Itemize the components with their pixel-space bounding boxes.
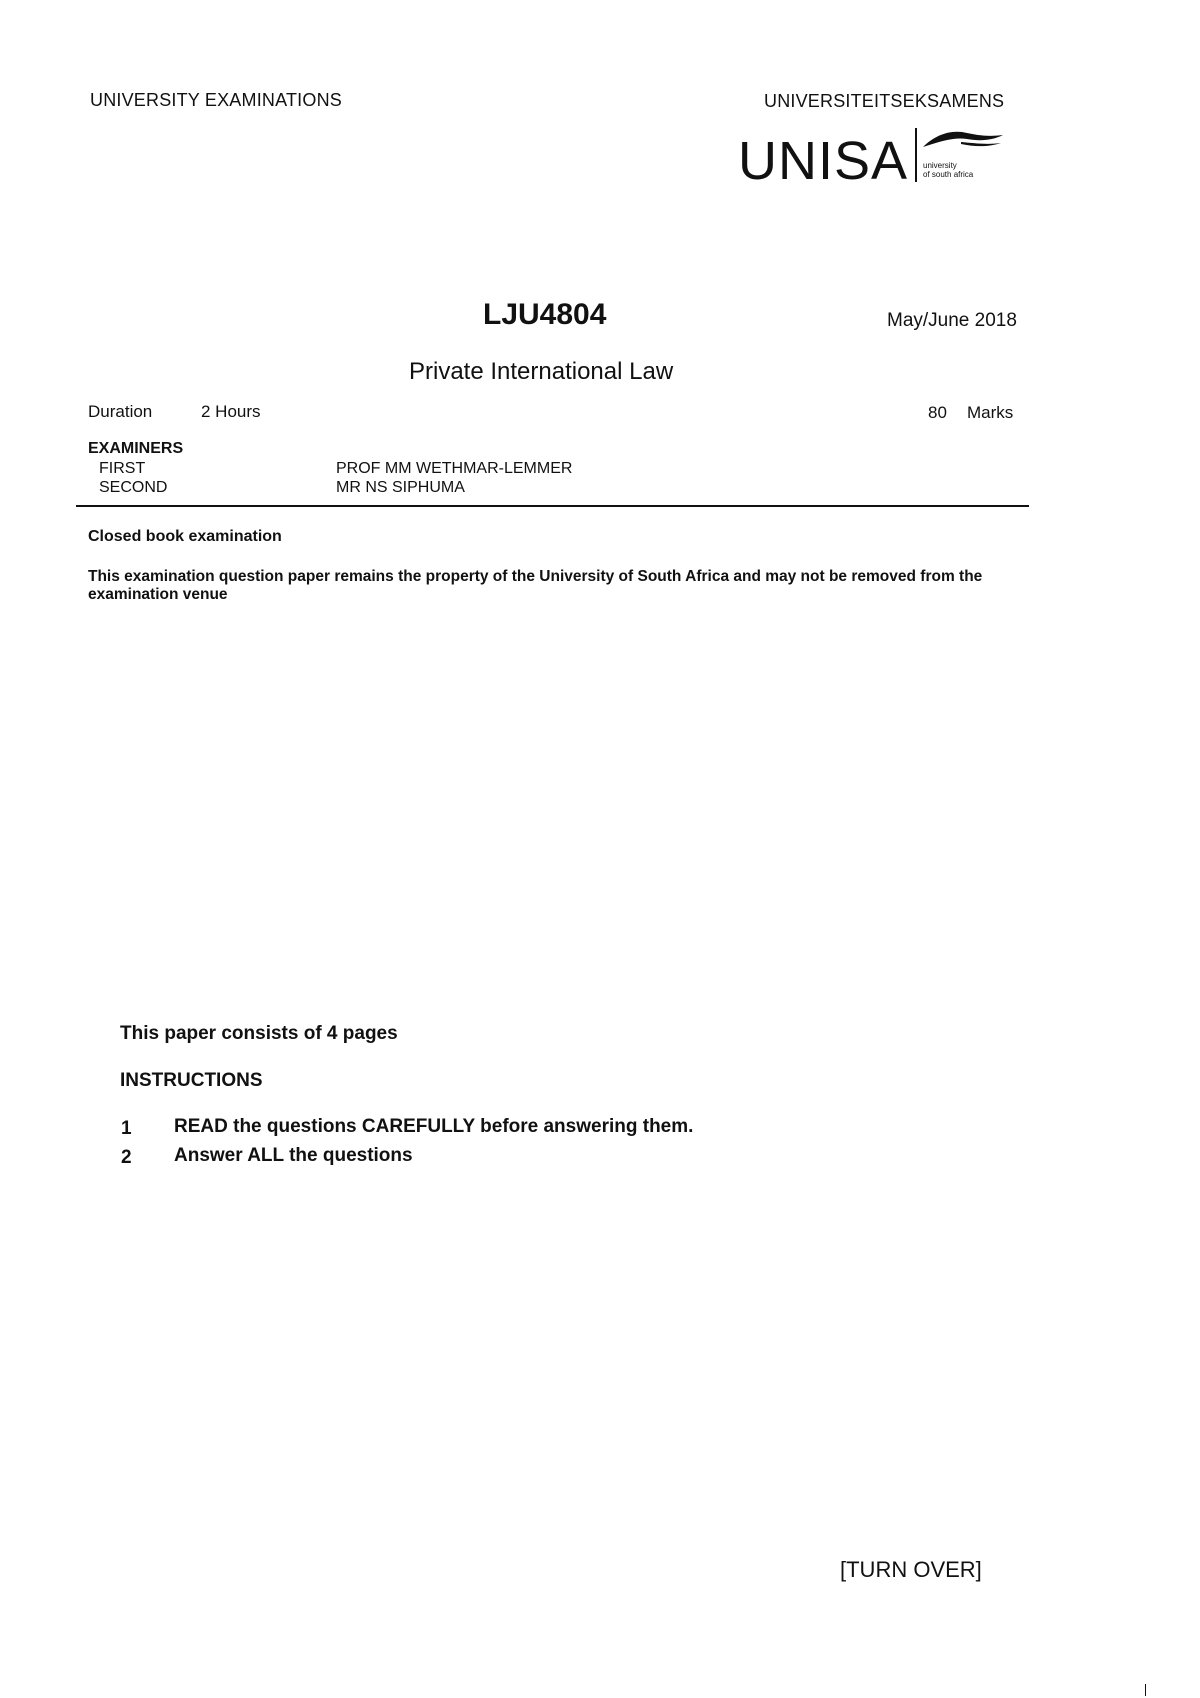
- examiner-second-name: MR NS SIPHUMA: [336, 479, 465, 496]
- examiner-second-label: SECOND: [99, 479, 168, 496]
- header-divider: [76, 505, 1029, 507]
- examiner-first-label: FIRST: [99, 460, 146, 477]
- examiners-heading: EXAMINERS: [88, 440, 184, 457]
- course-code: LJU4804: [483, 298, 607, 331]
- instruction-text: Answer ALL the questions: [174, 1145, 413, 1166]
- examiner-first-name: PROF MM WETHMAR-LEMMER: [336, 460, 573, 477]
- exam-date: May/June 2018: [887, 310, 1017, 331]
- duration-value: 2 Hours: [201, 402, 261, 421]
- property-note: This examination question paper remains the property of the University of South Africa and may not be removed from the examination venue: [88, 568, 983, 603]
- scan-mark: [1145, 1684, 1146, 1696]
- header-left: UNIVERSITY EXAMINATIONS: [90, 90, 342, 110]
- turn-over-note: [TURN OVER]: [840, 1557, 982, 1582]
- marks-value: 80: [928, 403, 947, 422]
- instruction-number: 1: [121, 1118, 132, 1139]
- course-title: Private International Law: [409, 358, 674, 385]
- logo-name: UNISA: [738, 131, 909, 191]
- marks-label: Marks: [967, 403, 1014, 422]
- header-right: UNIVERSITEITSEKSAMENS: [764, 91, 1005, 111]
- logo-bird-icon: [921, 125, 1005, 155]
- closed-book-note: Closed book examination: [88, 528, 282, 545]
- instruction-text: READ the questions CAREFULLY before answering them.: [174, 1116, 694, 1137]
- logo-tagline-2: of south africa: [923, 170, 974, 179]
- logo-divider: [915, 128, 917, 182]
- page-count-note: This paper consists of 4 pages: [120, 1023, 398, 1044]
- instruction-number: 2: [121, 1147, 132, 1168]
- logo-tagline-1: university: [923, 161, 957, 170]
- duration-label: Duration: [88, 402, 153, 421]
- instructions-heading: INSTRUCTIONS: [120, 1070, 263, 1091]
